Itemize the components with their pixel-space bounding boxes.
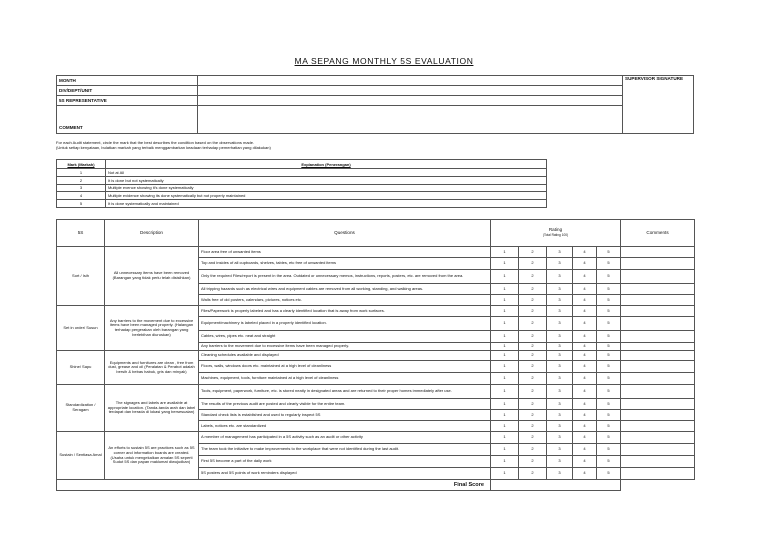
question-text: First 5S become a part of the daily work: [199, 456, 491, 468]
rating-option-4[interactable]: 4: [573, 284, 597, 295]
rating-option-1[interactable]: 1: [491, 351, 519, 361]
rating-option-3[interactable]: 3: [547, 373, 573, 385]
comment-cell[interactable]: [621, 361, 695, 373]
category-description: An efforts to sustain 5S are practices such as 5S corner and information boards are created. (Usaha untuk mengekalkan amalan 5S seperti Sudut 5S dan papan maklumat diwujudkan): [105, 432, 199, 480]
rating-option-3[interactable]: 3: [547, 351, 573, 361]
question-text: Floor area free of unwanted items: [199, 247, 491, 258]
rating-option-5[interactable]: 5: [597, 258, 621, 270]
rating-option-5[interactable]: 5: [597, 343, 621, 351]
rating-option-1[interactable]: 1: [491, 270, 519, 284]
rep-label: 5S REPRESENTATIVE: [57, 96, 198, 106]
category-description: Any barriers to the movement due to excessive items have been managed properly. (Halangan terhadap pergerakan oleh barangan yang berlebihan diuruskan): [105, 306, 199, 351]
rating-option-3[interactable]: 3: [547, 270, 573, 284]
comment-cell[interactable]: [621, 468, 695, 480]
rating-option-1[interactable]: 1: [491, 284, 519, 295]
rating-option-4[interactable]: 4: [573, 295, 597, 306]
rating-option-4[interactable]: 4: [573, 343, 597, 351]
rating-option-2[interactable]: 2: [519, 317, 547, 331]
rating-option-1[interactable]: 1: [491, 343, 519, 351]
rating-option-3[interactable]: 3: [547, 456, 573, 468]
five-s-category: Standardization / Seragam: [57, 385, 105, 432]
rating-option-5[interactable]: 5: [597, 468, 621, 480]
rating-option-4[interactable]: 4: [573, 351, 597, 361]
question-text: Floors, walls, windows doors etc. maintained at a high level of cleanliness: [199, 361, 491, 373]
rating-option-3[interactable]: 3: [547, 421, 573, 432]
category-description: All unnecessary items have been removed (Barangan yang tidak perlu telah disisihkan): [105, 247, 199, 306]
rating-option-4[interactable]: 4: [573, 385, 597, 399]
rating-option-2[interactable]: 2: [519, 331, 547, 343]
rating-option-1[interactable]: 1: [491, 421, 519, 432]
comment-cell[interactable]: [621, 351, 695, 361]
rating-option-3[interactable]: 3: [547, 444, 573, 456]
dept-label: DIV/DEPT/UNIT: [57, 86, 198, 96]
rating-option-2[interactable]: 2: [519, 432, 547, 444]
question-text: A member of management has participated in a 5S activity such as an audit or other activity: [199, 432, 491, 444]
rating-option-1[interactable]: 1: [491, 385, 519, 399]
rating-option-1[interactable]: 1: [491, 456, 519, 468]
final-score-row: [57, 480, 695, 491]
explanation-col-header: Explanation (Penerangan): [106, 160, 547, 169]
rating-option-3[interactable]: 3: [547, 410, 573, 421]
rating-option-3[interactable]: 3: [547, 317, 573, 331]
rating-option-3[interactable]: 3: [547, 399, 573, 410]
rating-option-2[interactable]: 2: [519, 410, 547, 421]
question-row: [57, 385, 695, 399]
rating-option-4[interactable]: 4: [573, 410, 597, 421]
question-text: Files/Paperwork is properly labeled and has a clearly identified location that is away from work surfaces.: [199, 306, 491, 317]
rating-option-5[interactable]: 5: [597, 399, 621, 410]
rating-option-1[interactable]: 1: [491, 410, 519, 421]
header-table: [56, 75, 694, 134]
comment-cell[interactable]: [621, 432, 695, 444]
rating-option-2[interactable]: 2: [519, 399, 547, 410]
rating-option-3[interactable]: 3: [547, 247, 573, 258]
five-s-category: Shine/ Sapu: [57, 351, 105, 385]
col-questions: Questions: [199, 220, 491, 247]
question-text: Machines, equipment, tools, furniture maintained at a high level of cleanliness: [199, 373, 491, 385]
rating-option-1[interactable]: 1: [491, 247, 519, 258]
evaluation-table: [56, 219, 695, 491]
rating-option-3[interactable]: 3: [547, 385, 573, 399]
rating-option-4[interactable]: 4: [573, 456, 597, 468]
comment-cell[interactable]: [621, 247, 695, 258]
rating-option-4[interactable]: 4: [573, 373, 597, 385]
rating-option-5[interactable]: 5: [597, 306, 621, 317]
rating-option-3[interactable]: 3: [547, 295, 573, 306]
category-description: The signages and labels are available at appropriate location. (Tanda-tanda arah dan label terdapat dan berada di lokasi yang bersesuaian): [105, 385, 199, 432]
rating-option-4[interactable]: 4: [573, 468, 597, 480]
rating-option-5[interactable]: 5: [597, 373, 621, 385]
mark-row: 5 It is done systematically and maintained: [57, 200, 547, 208]
rating-option-1[interactable]: 1: [491, 373, 519, 385]
comment-cell[interactable]: [621, 385, 695, 399]
rating-option-1[interactable]: 1: [491, 331, 519, 343]
rating-option-2[interactable]: 2: [519, 373, 547, 385]
rating-option-3[interactable]: 3: [547, 258, 573, 270]
mark-row: 3 Multiple evence showing it's done systematically: [57, 184, 547, 192]
rating-option-3[interactable]: 3: [547, 306, 573, 317]
rating-option-1[interactable]: 1: [491, 317, 519, 331]
question-row: [57, 432, 695, 444]
question-text: Tools, equipment, paperwork, furniture, etc. is stored neatly in designated areas and are returned to their proper homes immediately after use.: [199, 385, 491, 399]
rating-option-4[interactable]: 4: [573, 331, 597, 343]
rating-option-4[interactable]: 4: [573, 317, 597, 331]
rating-option-5[interactable]: 5: [597, 456, 621, 468]
question-text: Labels, notices etc. are standardized: [199, 421, 491, 432]
mark-row: 2 It is done but not systematically: [57, 176, 547, 184]
comment-cell[interactable]: [621, 331, 695, 343]
rating-option-5[interactable]: 5: [597, 270, 621, 284]
comment-cell[interactable]: [621, 456, 695, 468]
rating-option-1[interactable]: 1: [491, 361, 519, 373]
rating-option-5[interactable]: 5: [597, 361, 621, 373]
rating-option-3[interactable]: 3: [547, 361, 573, 373]
comment-cell[interactable]: [621, 421, 695, 432]
rating-option-4[interactable]: 4: [573, 421, 597, 432]
five-s-category: Sort / Isih: [57, 247, 105, 306]
rating-option-5[interactable]: 5: [597, 385, 621, 399]
rating-option-2[interactable]: 2: [519, 456, 547, 468]
comment-cell[interactable]: [621, 444, 695, 456]
rating-option-5[interactable]: 5: [597, 295, 621, 306]
mark-row: 4 Multiple evidence showing its done systematically but not properly maintained: [57, 192, 547, 200]
rating-option-5[interactable]: 5: [597, 432, 621, 444]
rating-option-2[interactable]: 2: [519, 258, 547, 270]
rating-option-1[interactable]: 1: [491, 468, 519, 480]
rating-option-2[interactable]: 2: [519, 343, 547, 351]
rating-option-3[interactable]: 3: [547, 432, 573, 444]
final-score-value[interactable]: [491, 480, 621, 491]
question-row: [57, 351, 695, 361]
instructions: For each Audit statement, circle the mark that the best describes the condition based on the observations made. (Untuk setiap kenyataan, bulatkan markah yang terbaik menggambarkan keadaan terhadap pemerhatian yang dilakukan): [56, 140, 271, 150]
question-text: Cleaning schedules available and displayed: [199, 351, 491, 361]
question-text: Standard check lists is established and used to regularly inspect 5S: [199, 410, 491, 421]
rating-option-2[interactable]: 2: [519, 444, 547, 456]
comment-cell[interactable]: [621, 284, 695, 295]
question-text: Cables, wires, pipes etc. neat and straight: [199, 331, 491, 343]
question-row: [57, 306, 695, 317]
rating-option-5[interactable]: 5: [597, 317, 621, 331]
mark-row: 1 Not at All: [57, 169, 547, 177]
rating-option-4[interactable]: 4: [573, 247, 597, 258]
rating-option-3[interactable]: 3: [547, 343, 573, 351]
rating-option-1[interactable]: 1: [491, 399, 519, 410]
col-comments: Comments: [621, 220, 695, 247]
comment-label: COMMENT: [57, 122, 198, 134]
month-field[interactable]: [198, 76, 623, 86]
rating-option-5[interactable]: 5: [597, 247, 621, 258]
rating-option-1[interactable]: 1: [491, 444, 519, 456]
rating-option-2[interactable]: 2: [519, 468, 547, 480]
rating-option-4[interactable]: 4: [573, 399, 597, 410]
col-rating: Rating (Total Rating 100): [491, 220, 621, 247]
rating-option-2[interactable]: 2: [519, 421, 547, 432]
rating-option-4[interactable]: 4: [573, 306, 597, 317]
comment-cell[interactable]: [621, 295, 695, 306]
comment-cell[interactable]: [621, 373, 695, 385]
dept-field[interactable]: [198, 86, 623, 96]
question-text: Only the required Files/report is present in the area. Outdated or unnecessary memos, instructions, reports, posters, etc. are removed from the area.: [199, 270, 491, 284]
rating-option-2[interactable]: 2: [519, 306, 547, 317]
rating-option-4[interactable]: 4: [573, 258, 597, 270]
rating-option-1[interactable]: 1: [491, 258, 519, 270]
rating-option-5[interactable]: 5: [597, 410, 621, 421]
question-text: Any barriers to the movement due to excessive items have been managed properly.: [199, 343, 491, 351]
final-score-label: Final Score: [57, 480, 491, 491]
question-text: Equipment/machinery is labeled placed in a properly identified location.: [199, 317, 491, 331]
rating-option-2[interactable]: 2: [519, 284, 547, 295]
comment-cell[interactable]: [621, 343, 695, 351]
question-text: The results of the previous audit are posted and clearly visible for the entire team.: [199, 399, 491, 410]
rating-option-5[interactable]: 5: [597, 331, 621, 343]
rating-option-2[interactable]: 2: [519, 385, 547, 399]
supervisor-signature[interactable]: SUPERVISOR SIGNATURE: [623, 76, 694, 134]
comment-cell[interactable]: [621, 270, 695, 284]
page-title: MA SEPANG MONTHLY 5S EVALUATION: [294, 56, 474, 66]
rating-option-4[interactable]: 4: [573, 270, 597, 284]
month-label: MONTH: [57, 76, 198, 86]
rating-option-5[interactable]: 5: [597, 421, 621, 432]
col-5s: 5S: [57, 220, 105, 247]
rating-option-1[interactable]: 1: [491, 432, 519, 444]
rating-option-2[interactable]: 2: [519, 270, 547, 284]
rating-option-3[interactable]: 3: [547, 468, 573, 480]
comment-field[interactable]: [198, 122, 623, 134]
rating-option-5[interactable]: 5: [597, 351, 621, 361]
question-row: [57, 247, 695, 258]
rating-option-2[interactable]: 2: [519, 351, 547, 361]
rating-option-5[interactable]: 5: [597, 284, 621, 295]
rating-option-4[interactable]: 4: [573, 444, 597, 456]
rating-option-5[interactable]: 5: [597, 444, 621, 456]
rating-option-1[interactable]: 1: [491, 306, 519, 317]
five-s-category: Set in order/ Susun: [57, 306, 105, 351]
five-s-category: Sustain / Sentiasa Amal: [57, 432, 105, 480]
question-text: Top and insides of all cupboards, shelves, tables, etc free of unwanted items: [199, 258, 491, 270]
comment-cell[interactable]: [621, 399, 695, 410]
rating-option-2[interactable]: 2: [519, 361, 547, 373]
rating-option-4[interactable]: 4: [573, 432, 597, 444]
question-text: All tripping hazards such as electrical wires and equipment cables are removed from all working, standing, and walking areas.: [199, 284, 491, 295]
comment-cell[interactable]: [621, 317, 695, 331]
rep-field[interactable]: [198, 96, 623, 106]
question-text: The team took the initiative to make improvements to the workplace that were not identified during the last audit.: [199, 444, 491, 456]
question-text: Walls free of old posters, calendars, pictures, notices etc.: [199, 295, 491, 306]
comment-cell[interactable]: [621, 410, 695, 421]
rating-option-3[interactable]: 3: [547, 284, 573, 295]
comment-cell[interactable]: [621, 306, 695, 317]
col-description: Description: [105, 220, 199, 247]
rating-option-4[interactable]: 4: [573, 361, 597, 373]
rating-option-2[interactable]: 2: [519, 295, 547, 306]
rating-option-3[interactable]: 3: [547, 331, 573, 343]
category-description: Equipments and furnitures are clean , free from dust, grease and oil (Peralatan & Perabot adalah bersih & bebas habuk, gris dan minyak): [105, 351, 199, 385]
comment-cell[interactable]: [621, 258, 695, 270]
rating-option-2[interactable]: 2: [519, 247, 547, 258]
question-text: 5S posters and 5S points of work reminders displayed: [199, 468, 491, 480]
rating-option-1[interactable]: 1: [491, 295, 519, 306]
mark-table: [56, 159, 547, 208]
mark-col-header: Mark (Markah): [57, 160, 106, 169]
